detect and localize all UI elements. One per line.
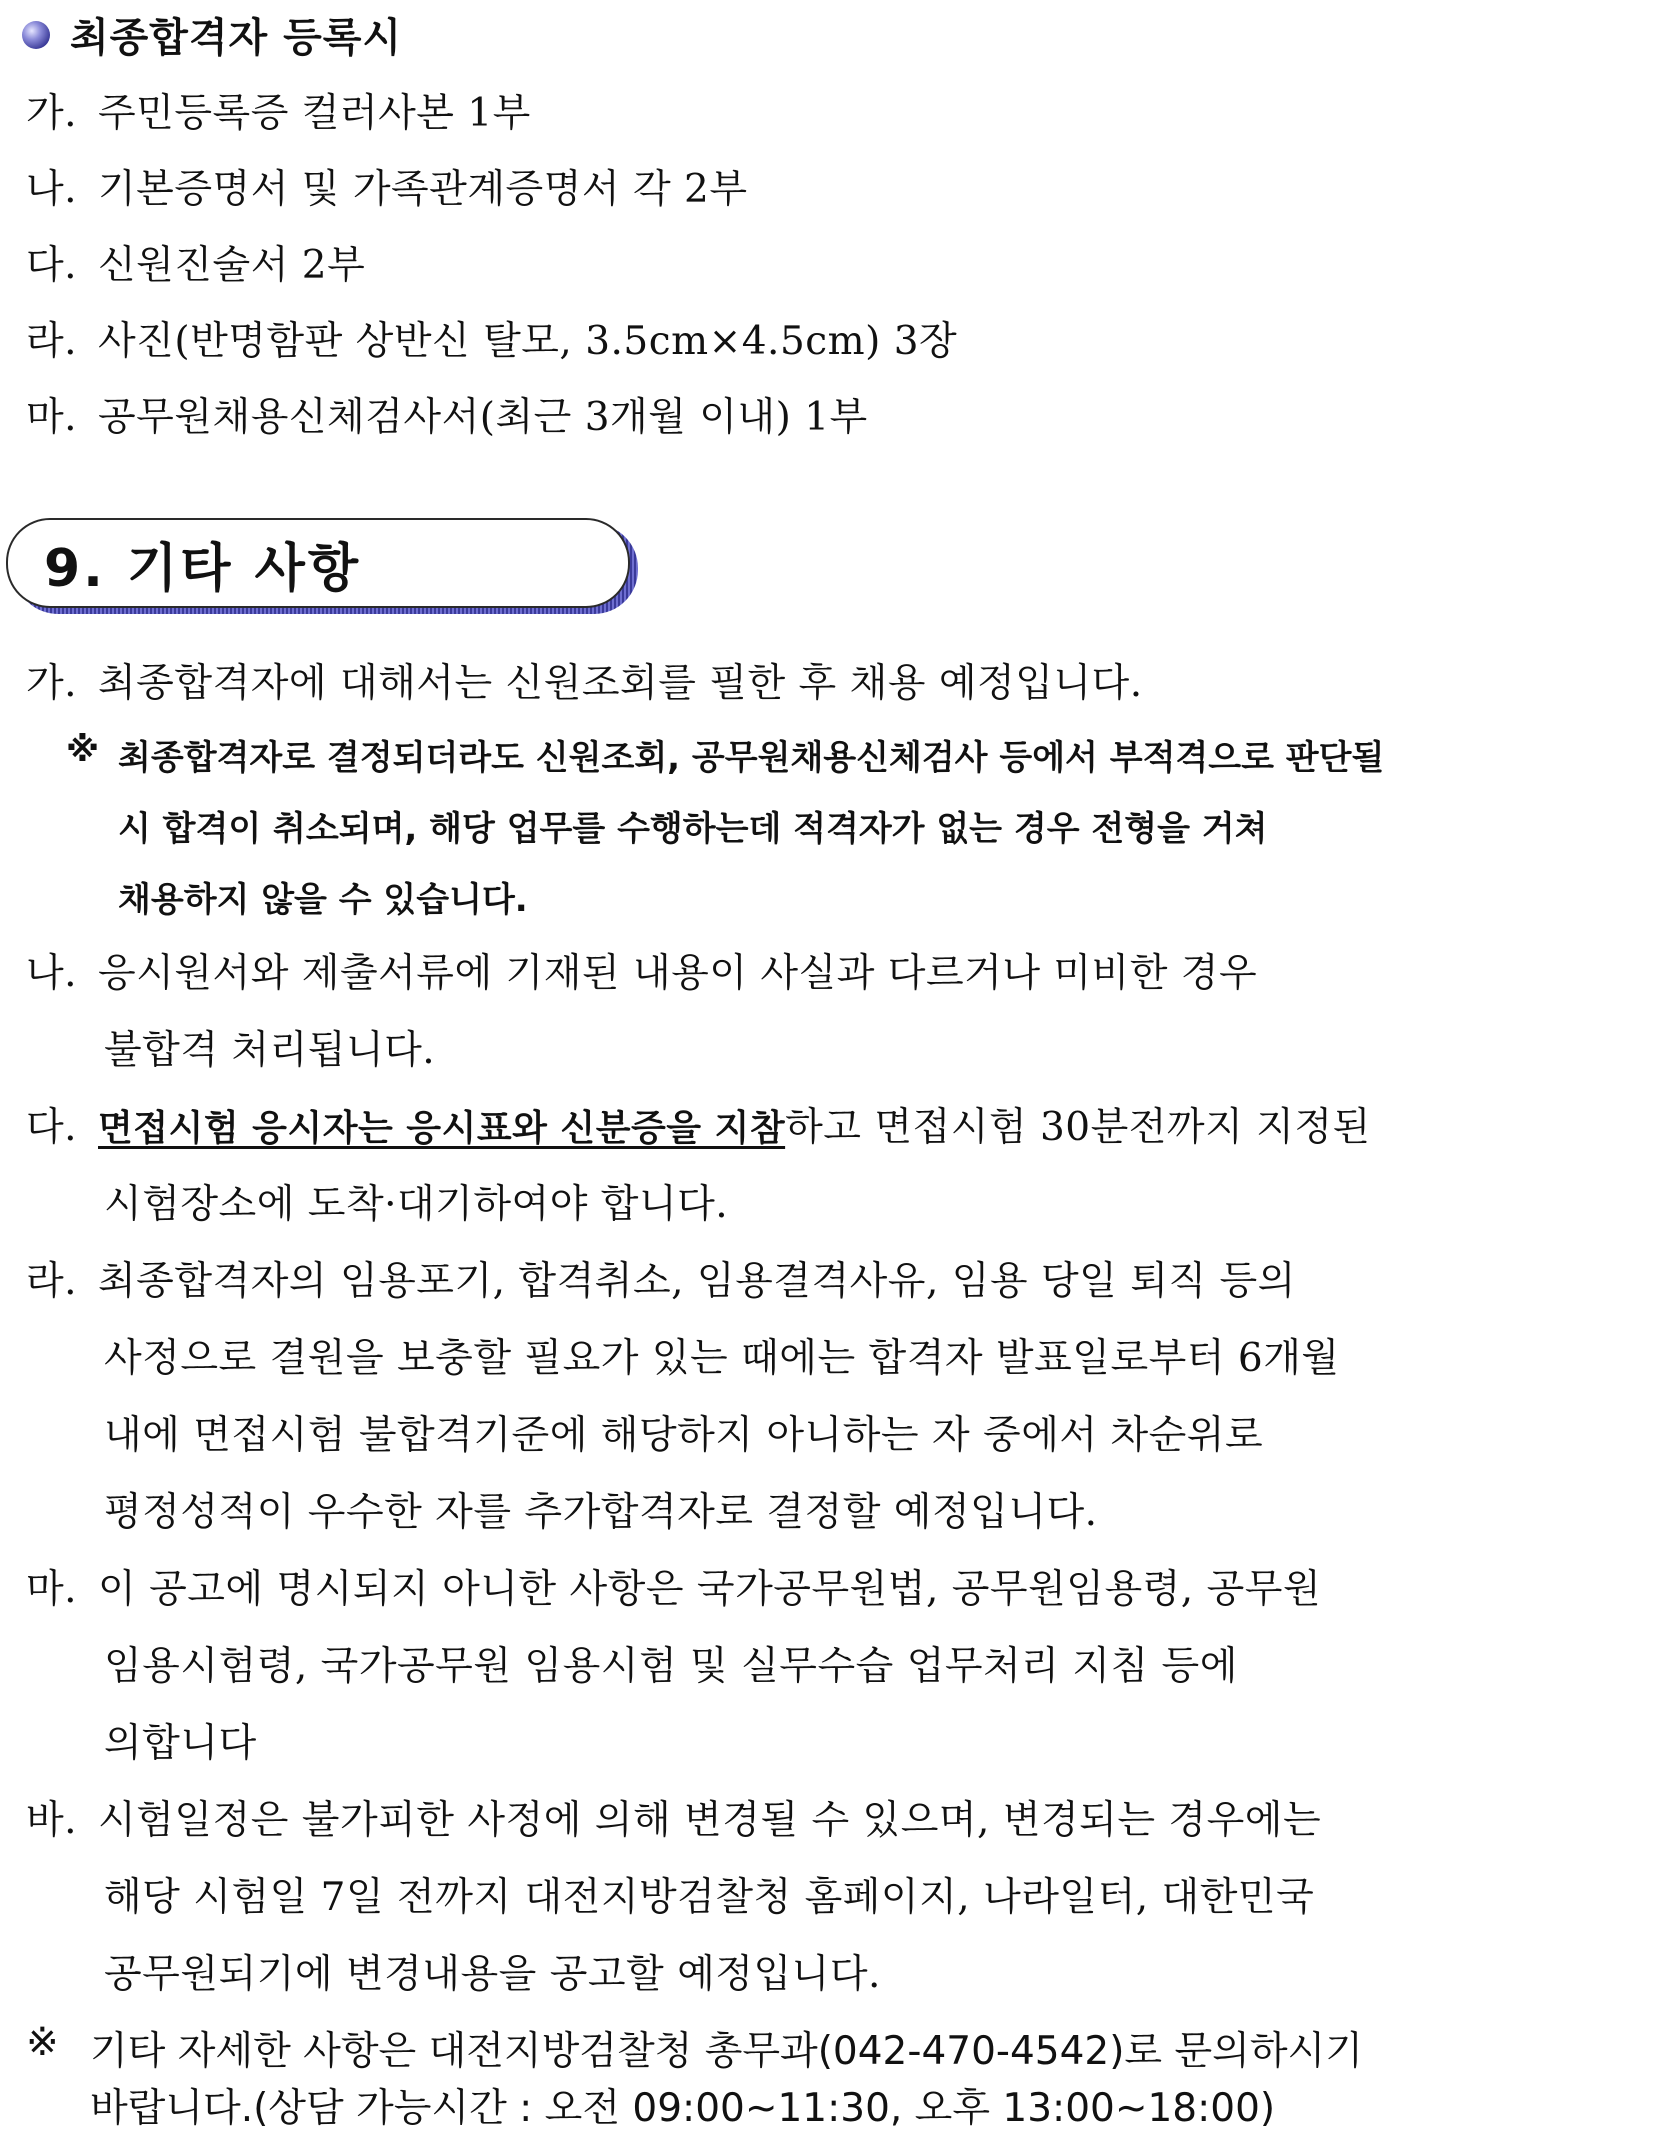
list-item: 마. 이 공고에 명시되지 아니한 사항은 국가공무원법, 공무원임용령, 공무원 bbox=[26, 1567, 1322, 1612]
note-line: 시 합격이 취소되며, 해당 업무를 수행하는데 적격자가 없는 경우 전형을 거쳐 bbox=[118, 809, 1268, 849]
list-item: 라. 사진(반명함판 상반신 탈모, 3.5cm×4.5cm) 3장 bbox=[26, 319, 958, 364]
underlined-emphasis: 면접시험 응시자는 응시표와 신분증을 지참 bbox=[98, 1108, 786, 1149]
note-line: 최종합격자로 결정되더라도 신원조회, 공무원채용신체검사 등에서 부적격으로 판단될 bbox=[118, 738, 1385, 778]
list-item: 나. 응시원서와 제출서류에 기재된 내용이 사실과 다르거나 미비한 경우 bbox=[26, 951, 1258, 996]
section-title-box bbox=[6, 518, 630, 608]
list-item-continuation: 시험장소에 도착·대기하여야 합니다. bbox=[104, 1182, 729, 1227]
section-heading bbox=[22, 6, 402, 63]
list-item-continuation: 해당 시험일 7일 전까지 대전지방검찰청 홈페이지, 나라일터, 대한민국 bbox=[104, 1875, 1315, 1920]
list-item-continuation: 내에 면접시험 불합격기준에 해당하지 아니하는 자 중에서 차순위로 bbox=[104, 1413, 1264, 1458]
contact-line: 기타 자세한 사항은 대전지방검찰청 총무과(042-470-4542)로 문의하시기 bbox=[90, 2029, 1363, 2074]
list-item-continuation: 불합격 처리됩니다. bbox=[104, 1028, 436, 1073]
list-item: 마. 공무원채용신체검사서(최근 3개월 이내) 1부 bbox=[26, 395, 868, 440]
list-item: 가. 최종합격자에 대해서는 신원조회를 필한 후 채용 예정입니다. bbox=[26, 661, 1143, 706]
list-item: 다. 면접시험 응시자는 응시표와 신분증을 지참하고 면접시험 30분전까지 지정된 bbox=[26, 1105, 1371, 1150]
round-bullet-icon bbox=[22, 21, 50, 49]
contact-line: 바랍니다.(상담 가능시간 : 오전 09:00~11:30, 오후 13:00~18:00) bbox=[90, 2086, 1276, 2131]
section-title: 최종합격자 등록시 bbox=[70, 15, 403, 61]
contact-symbol: ※ bbox=[26, 2020, 59, 2065]
section-title: 9. 기타 사항 bbox=[44, 538, 362, 599]
list-item-continuation: 임용시험령, 국가공무원 임용시험 및 실무수습 업무처리 지침 등에 bbox=[104, 1644, 1238, 1689]
list-item-continuation: 공무원되기에 변경내용을 공고할 예정입니다. bbox=[104, 1952, 881, 1997]
note-line: 채용하지 않을 수 있습니다. bbox=[118, 880, 528, 920]
note-symbol: ※ bbox=[66, 730, 100, 770]
list-item: 나. 기본증명서 및 가족관계증명서 각 2부 bbox=[26, 167, 748, 212]
list-item: 라. 최종합격자의 임용포기, 합격취소, 임용결격사유, 임용 당일 퇴직 등의 bbox=[26, 1259, 1296, 1304]
list-item: 가. 주민등록증 컬러사본 1부 bbox=[26, 91, 531, 136]
list-item-continuation: 평정성적이 우수한 자를 추가합격자로 결정할 예정입니다. bbox=[104, 1490, 1098, 1535]
list-item: 다. 신원진술서 2부 bbox=[26, 243, 366, 288]
list-item: 바. 시험일정은 불가피한 사정에 의해 변경될 수 있으며, 변경되는 경우에는 bbox=[26, 1798, 1322, 1843]
list-item-continuation: 사정으로 결원을 보충할 필요가 있는 때에는 합격자 발표일로부터 6개월 bbox=[104, 1336, 1340, 1381]
list-item-continuation: 의합니다 bbox=[104, 1721, 257, 1766]
